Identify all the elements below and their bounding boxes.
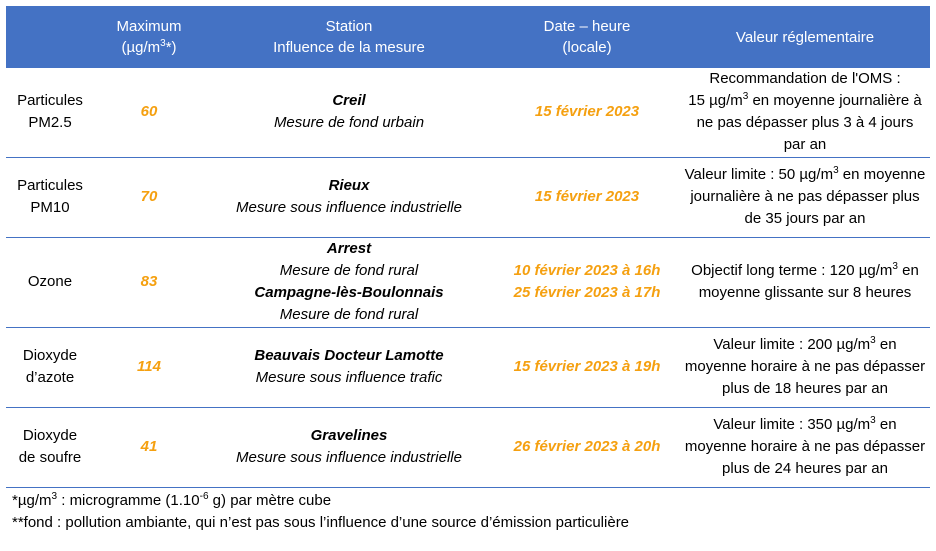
pollutant-cell: Ozone bbox=[6, 237, 94, 327]
table-footnotes bbox=[12, 490, 629, 534]
pollutant-cell: Particules PM10 bbox=[6, 157, 94, 237]
footnote-fond: **fond : pollution ambiante, qui n’est pas sous l’influence d’une source d’émission particulière bbox=[12, 514, 630, 531]
max-value: 70 bbox=[94, 157, 204, 237]
pollutant-cell: Particules PM2.5 bbox=[6, 68, 94, 157]
table-header-row bbox=[6, 6, 930, 68]
date-cell: 26 février 2023 à 20h bbox=[494, 407, 680, 487]
table-row bbox=[6, 237, 930, 327]
station-cell: Creil Mesure de fond urbain bbox=[204, 68, 494, 157]
table-row bbox=[6, 327, 930, 407]
max-value: 83 bbox=[94, 237, 204, 327]
valeur-cell: Valeur limite : 350 $\mu g/m^3$ en moyenne horaire à ne pas dépasser plus de 24 heures par an bbox=[680, 407, 930, 487]
valeur-cell: Recommandation de l'OMS : 15 $\mu g/m^3$ en moyenne journalière à ne pas dépasser plus 3 à 4 jours par an bbox=[680, 68, 930, 157]
valeur-cell: Objectif long terme : 120 $\mu g/m^3$ en moyenne glissante sur 8 heures bbox=[680, 237, 930, 327]
pollutant-cell: Dioxyde d’azote bbox=[6, 327, 94, 407]
table-row bbox=[6, 68, 930, 157]
table-row bbox=[6, 157, 930, 237]
header-station: Station Influence de la mesure bbox=[204, 6, 494, 68]
date-cell: 10 février 2023 à 16h 25 février 2023 à 17h bbox=[494, 237, 680, 327]
header-maximum: Maximum $(\mu g/m^3*)$ bbox=[94, 6, 204, 68]
station-cell: Beauvais Docteur Lamotte Mesure sous influence trafic bbox=[204, 327, 494, 407]
table-row bbox=[6, 407, 930, 487]
header-date: Date – heure (locale) bbox=[494, 6, 680, 68]
max-value: 60 bbox=[94, 68, 204, 157]
header-valeur: Valeur réglementaire bbox=[680, 6, 930, 68]
station-cell: Arrest Mesure de fond rural Campagne-lès-Boulonnais Mesure de fond rural bbox=[204, 237, 494, 327]
max-value: 41 bbox=[94, 407, 204, 487]
station-cell: Gravelines Mesure sous influence industrielle bbox=[204, 407, 494, 487]
header-pollutant bbox=[6, 6, 94, 68]
station-cell: Rieux Mesure sous influence industrielle bbox=[204, 157, 494, 237]
pollutant-cell: Dioxyde de soufre bbox=[6, 407, 94, 487]
date-cell: 15 février 2023 bbox=[494, 157, 680, 237]
pollution-maxima-table bbox=[6, 6, 930, 488]
date-cell: 15 février 2023 à 19h bbox=[494, 327, 680, 407]
valeur-cell: Valeur limite : 50 $\mu g/m^3$ en moyenne journalière à ne pas dépasser plus de 35 jours par an bbox=[680, 157, 930, 237]
max-value: 114 bbox=[94, 327, 204, 407]
footnote-unit: $*\mu g/m^3$ : microgramme ($1.10^{-6}$ g) par mètre cube bbox=[12, 491, 332, 509]
valeur-cell: Valeur limite : 200 $\mu g/m^3$ en moyenne horaire à ne pas dépasser plus de 18 heures par an bbox=[680, 327, 930, 407]
date-cell: 15 février 2023 bbox=[494, 68, 680, 157]
